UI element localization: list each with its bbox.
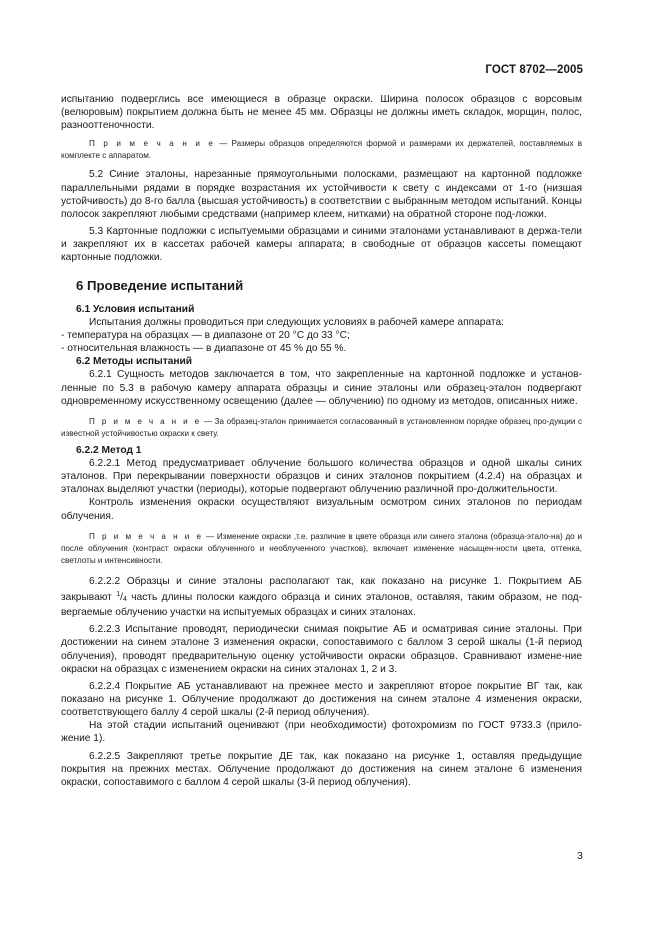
paragraph-6-2-2-3: 6.2.2.3 Испытание проводят, периодически снимая покрытие АБ и осматривая синие эталоны. При достижении на синем эталоне 3 изменения окраски, сопоставимого с баллом 3 серой шкалы (1-й период облучения), проводят предварительную оценку устойчивости окраски образцов. Сравнивают измене-ние окраски на образцах с изменением окраски на синих эталонах 1, 2 и 3.	[61, 624, 582, 675]
note-text: — За образец-эталон принимается согласованный в установленном порядке образец про-дукции с известной устойчивостью окраски к свету.	[61, 416, 582, 438]
section-heading-6: 6 Проведение испытаний	[76, 277, 244, 293]
note-sample-sizes	[61, 138, 582, 162]
paragraph-continuation: испытанию подверглись все имеющиеся в образце окраски. Ширина полосок образцов с ворсовым (велюровым) покрытием должна быть не менее 45 мм. Образцы не должны иметь складок, морщин, полос, разнооттеночности.	[61, 94, 582, 132]
subsection-heading-6-1: 6.1 Условия испытаний	[76, 303, 195, 315]
list-item-temperature: - температура на образцах — в диапазоне от 20 °C до 33 °C;	[61, 329, 350, 341]
paragraph-6-2-2-1: 6.2.2.1 Метод предусматривает облучение большого количества образцов и одной шкалы синих эталонов. При перекрывании поверхности образцов и синих эталонов покрытием (4.2.4) на образцах и эталонах выделяют участки (периоды), которые подвергают облучению различной про-должительности.	[61, 457, 582, 496]
note-label: П р и м е ч а н и е	[89, 531, 204, 541]
paragraph-6-2-2-2: 6.2.2.2 Образцы и синие эталоны располагают так, как показано на рисунке 1. Покрытием АБ закрывают $^1/_4$ часть длины полоски каждого образца и синих эталонов, оставляя, таким образом, не под-вергаемые облучению участки на испытуемых образцах и синих эталонах.	[61, 575, 582, 619]
note-color-change	[61, 531, 582, 567]
note-text: — Изменение окраски ,т.е. различие в цвете образца или синего эталона (образца-этало-на) до и после облучения (контраст окраски облученного и необлученного участков), включает изменение насыщен-ности цвета, оттенка, светлоты и интенсивности.	[61, 531, 583, 565]
paragraph-5-2: 5.2 Синие эталоны, нарезанные прямоугольными полосками, размещают на картонной подложке параллельными рядами в порядке возрастания их устойчивости к свету с индексами от 1-го (низшая устойчивость) до 8-го балла (высшая устойчивость) в соответствии с выбранным методом испытаний. Концы полосок закрепляют любыми средствами (например клеем, нитками) на обратной стороне под-ложки.	[61, 169, 582, 220]
paragraph-control: Контроль изменения окраски осуществляют визуальным осмотром синих эталонов по периодам облучения.	[61, 497, 582, 522]
paragraph-text: часть длины полоски каждого образца и синих эталонов, оставляя, таким образом, не под-вергаемые облучению участки на испытуемых образцах и синих эталонах.	[61, 591, 582, 619]
subsection-heading-6-2: 6.2 Методы испытаний	[76, 356, 193, 368]
paragraph-5-3: 5.3 Картонные подложки с испытуемыми образцами и синими эталонами устанавливают в держа-тели и закрепляют их в кассетах рабочей камеры аппарата; в свободные от образцов кассеты помещают картонные подложки.	[61, 226, 582, 264]
paragraph-6-1: Испытания должны проводиться при следующих условиях в рабочей камере аппарата:	[89, 316, 504, 328]
document-header: ГОСТ 8702—2005	[485, 64, 583, 76]
fraction-denominator: 4	[122, 595, 127, 603]
paragraph-6-2-2-4: 6.2.2.4 Покрытие АБ устанавливают на прежнее место и закрепляют второе покрытие ВГ так, как показано на рисунке 1. Облучение продолжают до достижения на синем эталоне 4 изменения окраски, соответствующего баллу 4 серой шкалы (2-й период облучения).	[61, 680, 582, 719]
note-text: — Размеры образцов определяются формой и размерами их держателей, поставляемых в комплекте с аппаратом.	[61, 139, 582, 161]
fraction-numerator: 1	[116, 590, 121, 598]
paragraph-photochromism: На этой стадии испытаний оценивают (при необходимости) фотохромизм по ГОСТ 9733.3 (прило-жение 1).	[61, 720, 582, 745]
paragraph-6-2-1: 6.2.1 Сущность методов заключается в том, что закрепленные на картонной подложке и установ-ленные по 5.3 в рабочую камеру аппарата образцы и синие эталоны или образец-эталон подвергают одновременному искусственному освещению (далее — облучению) по одному из методов, описанных ниже.	[61, 369, 582, 407]
subsection-heading-6-2-2: 6.2.2 Метод 1	[76, 444, 142, 456]
paragraph-6-2-2-5: 6.2.2.5 Закрепляют третье покрытие ДЕ так, как показано на рисунке 1, оставляя предыдущие покрытия на прежних местах. Облучение продолжают до достижения на синем эталоне 6 изменения окраски, сопоставимого с баллом 4 серой шкалы (3-й период облучения).	[61, 750, 582, 788]
page-number: 3	[577, 850, 583, 862]
paragraph-text: 6.2.2.2 Образцы и синие эталоны располагают так, как показано на рисунке 1. Покрытием АБ закрывают	[61, 575, 582, 603]
note-reference-sample	[61, 416, 582, 440]
list-item-humidity: - относительная влажность — в диапазоне от 45 % до 55 %.	[61, 343, 347, 355]
note-label: П р и м е ч а н и е	[89, 139, 216, 149]
note-label: П р и м е ч а н и е	[89, 416, 202, 426]
document-body	[61, 93, 582, 789]
